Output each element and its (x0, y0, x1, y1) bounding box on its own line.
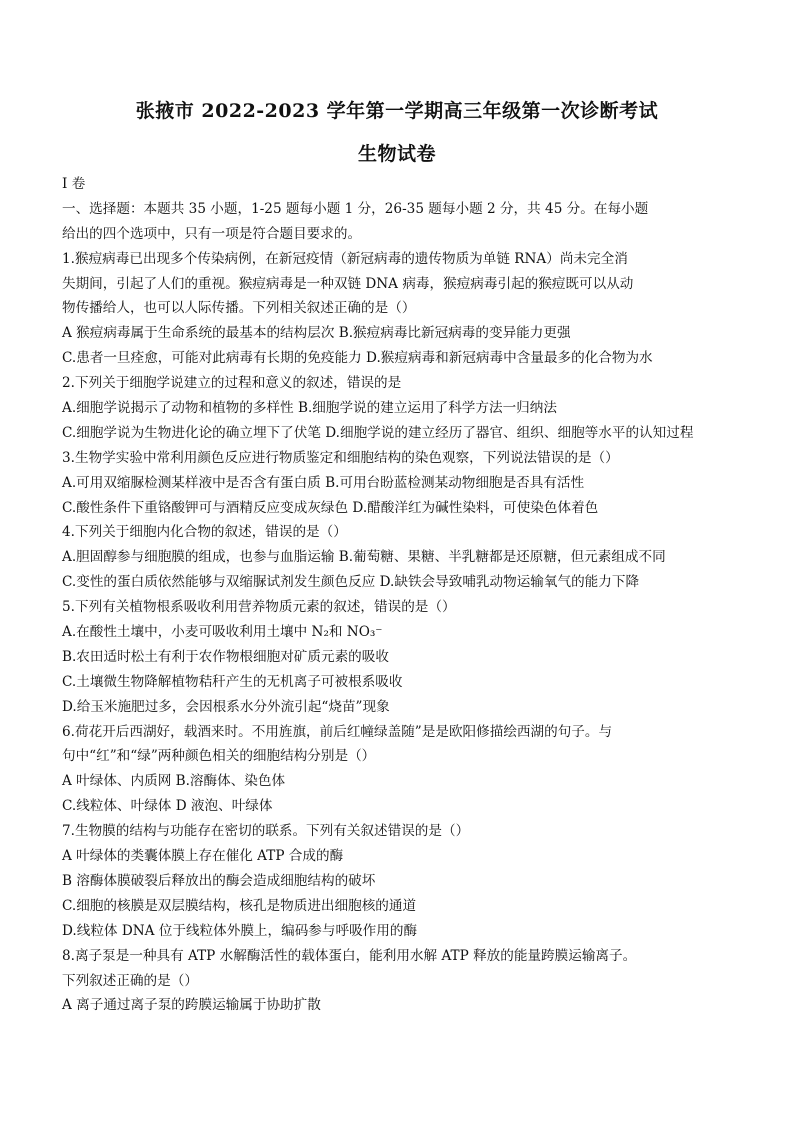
text-line: A.在酸性土壤中，小麦可吸收利用土壤中 N₂和 NO₃⁻ (62, 624, 383, 641)
text-line: C.细胞学说为生物进化论的确立埋下了伏笔 D.细胞学说的建立经历了器官、组织、细胞等水平的认知过程 (62, 424, 694, 441)
text-line: 1.猴痘病毒已出现多个传染病例，在新冠疫情（新冠病毒的遗传物质为单链 RNA）尚未完全消 (62, 250, 628, 267)
text-line: 下列叙述正确的是（） (62, 972, 198, 989)
text-line: 物传播给人，也可以人际传播。下列相关叙述正确的是（） (62, 300, 416, 317)
text-line: A 叶绿体的类囊体膜上存在催化 ATP 合成的酶 (62, 848, 344, 865)
exam-subtitle: 生物试卷 (357, 143, 436, 165)
text-line: I 卷 (62, 176, 86, 192)
text-line: C.患者一旦痊愈，可能对此病毒有长期的免疫能力 D.猴痘病毒和新冠病毒中含量最多的化合物为水 (62, 350, 653, 367)
text-line: B.农田适时松土有利于农作物根细胞对矿质元素的吸收 (62, 648, 389, 665)
text-line: C.线粒体、叶绿体 D 液泡、叶绿体 (62, 798, 273, 815)
text-line: D.给玉米施肥过多，会因根系水分外流引起“烧苗”现象 (62, 698, 390, 715)
text-line: 6.荷花开后西湖好，载酒来时。不用旌旗，前后红幢绿盖随”是是欧阳修描绘西湖的句子。与 (62, 723, 613, 740)
text-line: A.胆固醇参与细胞膜的组成，也参与血脂运输 B.葡萄糖、果糖、半乳糖都是还原糖，但元素组成不同 (62, 549, 666, 566)
text-line: 失期间，引起了人们的重视。猴痘病毒是一种双链 DNA 病毒，猴痘病毒引起的猴痘既可以从动 (62, 275, 634, 292)
text-line: A 猴痘病毒属于生命系统的最基本的结构层次 B.猴痘病毒比新冠病毒的变异能力更强 (62, 325, 571, 342)
text-line: B 溶酶体膜破裂后释放出的酶会造成细胞结构的破坏 (62, 872, 376, 889)
text-line: 给出的四个选项中，只有一项是符合题目要求的。 (62, 225, 362, 242)
text-line: 8.离子泵是一种具有 ATP 水解酶活性的载体蛋白，能利用水解 ATP 释放的能量跨膜运输离子。 (62, 947, 637, 964)
text-line: 5.下列有关植物根系吸收利用营养物质元素的叙述，错误的是（） (62, 599, 456, 616)
text-line: 2.下列关于细胞学说建立的过程和意义的叙述，错误的是 (62, 375, 402, 392)
exam-body (62, 172, 762, 1018)
text-line: 一、选择题：本题共 35 小题，1-25 题每小题 1 分，26-35 题每小题 2 分，共 45 分。在每小题 (62, 200, 649, 217)
text-line: D.线粒体 DNA 位于线粒体外膜上，编码参与呼吸作用的酶 (62, 922, 418, 939)
text-line: 句中“红”和“绿”两种颜色相关的细胞结构分别是（） (62, 748, 376, 765)
text-line: C.变性的蛋白质依然能够与双缩脲试剂发生颜色反应 D.缺铁会导致哺乳动物运输氧气的能力下降 (62, 574, 640, 591)
exam-title: 张掖市 2022-2023 学年第一学期高三年级第一次诊断考试 (135, 100, 659, 122)
text-line: A 离子通过离子泵的跨膜运输属于协助扩散 (62, 997, 321, 1014)
text-line: A 叶绿体、内质网 B.溶酶体、染色体 (62, 773, 286, 790)
text-line: C.细胞的核膜是双层膜结构，核孔是物质进出细胞核的通道 (62, 897, 417, 914)
text-line: 3.生物学实验中常利用颜色反应进行物质鉴定和细胞结构的染色观察，下列说法错误的是（） (62, 449, 619, 466)
text-line: 4.下列关于细胞内化合物的叙述，错误的是（） (62, 524, 347, 541)
text-line: 7.生物膜的结构与功能存在密切的联系。下列有关叙述错误的是（） (62, 823, 470, 840)
text-line: A.细胞学说揭示了动物和植物的多样性 B.细胞学说的建立运用了科学方法一归纳法 (62, 400, 557, 417)
text-line: C.土壤微生物降解植物秸秆产生的无机离子可被根系吸收 (62, 673, 403, 690)
text-line: C.酸性条件下重铬酸钾可与酒精反应变成灰绿色 D.醋酸洋红为碱性染料，可使染色体着色 (62, 499, 599, 516)
text-line: A.可用双缩脲检测某样液中是否含有蛋白质 B.可用台盼蓝检测某动物细胞是否具有活性 (62, 474, 585, 491)
